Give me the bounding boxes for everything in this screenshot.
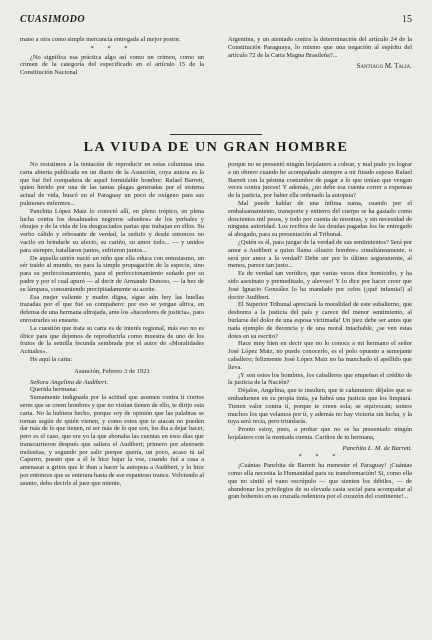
- section-separator: * * *: [90, 44, 134, 52]
- page: [20, 14, 412, 634]
- article-title: LA VIUDA DE UN GRAN HOMBRE: [83, 140, 349, 155]
- divider: [170, 134, 262, 135]
- top-article-continuation: [20, 36, 412, 150]
- paragraph: ¡Y son estos los hombres, los caballeros que empeñan el crédito de la justicia de la Nación?: [228, 371, 412, 387]
- main-right-column: [228, 161, 412, 501]
- letter-addressee: Señora Angelina de Audibert.: [30, 378, 109, 386]
- paragraph: Argentina, y un atentado contra la determinación del artículo 24 de la Constitución Paraguaya, lo mismo que una negación al espíritu del artículo 72 de la Carta Magna Brasileña?...: [228, 36, 412, 59]
- paragraph: He aquí la carta:: [30, 355, 73, 363]
- paragraph: ¿Quién es él, para juzgar de la verdad de sus sentimientos? Será por amor a Audibert a quien llama «ilustre hombre» simultáneamente, o será por amor a la verdad? Debe ser por lo último seguramente, al menos, parece tan justo...: [228, 238, 412, 270]
- top-right-column: [228, 36, 412, 71]
- main-left-column: [20, 161, 204, 488]
- paragraph: Déjalos, Angelina, que te insulten, que te calumnien: déjalos que se embadurnen en su propia tinta, ya habrá una justicia que los limpiará. Tienen valor contra tí, porque te creen sola; se equivocan; somos muchos los que velamos por tí, y además no hay victoria sin lucha, y la tuya será recia, pero triunfarás.: [228, 387, 412, 426]
- page-header: [20, 14, 412, 36]
- paragraph: porque no se presentó ningún hojalatero a cobrar, y mal pudo yo lograr a un obrero cuando he acompañado siempre a mi finado esposo Rafael Barrett con la pésima costumbre de pagar a lo que tenían que vengan veces contra jueces! Y además, ¿no debe esa cuenta correr a expensas de la justicia, por haber ella ordenado la autopsia?: [228, 161, 412, 200]
- paragraph: El Superior Tribunal apreciará la moralidad de este subalterno, que deshonra a la justicia del país y carece del menor sentimiento, al burlarse del dolor de una esposa víctimada! Un juez debe ser antes que nada ejemplo de decencia y de una moral intachable, ¿se ven estas dotes en su escrito?: [228, 301, 412, 340]
- paragraph: mano a otra como simple mercancía entregada al mejor postor.: [20, 36, 181, 43]
- paragraph: Hace muy bien en decir que no lo conoce a mi hermano el señor José López Maiz, no puede conocerlo, es el polo opuesto a semejante caballero; felizmente José López Maiz no ha manchado el apellido que lleva.: [228, 340, 412, 371]
- magazine-name: CUASIMODO: [20, 14, 86, 25]
- author-signature: Santiago M. Talia.: [356, 63, 412, 71]
- paragraph: La cuestión que trata su carta es de interés regional, más eso no es óbice para que dejemos de reproducirla como muestra de uno de los frutos de la semilla fecunda sembrada por el autor de «Moralidades Actuales».: [20, 324, 204, 356]
- paragraph: ¡Cuántas Panchita de Barrett ha menester el Paraguay! ¡Cuántas como ella necesita la Humanidad para su transformación! Si, como ella que no sintió el vano escrúpulo — que sienten los débiles, — de abandonar los privilegios de su elevada casta social para acompañar al gran bohemio en su cruzada redentora por el corazón del continente!...: [228, 462, 412, 501]
- paragraph: No resistimos a la tentación de reproducir en estas columnas una carta abierta publicada en un diario de la Asunción, cuya autora es la que fué fiel compañera de aquel formidable hombre: Rafael Barrett, quien herido por una de las tantas plagas generadas por el sistema actual de vida, buscó en el Paraguay un poco de oxígeno para sus pulmones enfermos...: [20, 161, 204, 207]
- letter-signature: Panchita L. M. de Barrett.: [342, 444, 412, 452]
- letter-dateline: Asunción, Febrero 3 de 1921: [74, 367, 150, 375]
- paragraph: ¿No significa esa práctica algo así como un crimen, como un crimen de la categoría del especificado en el artículo 15 de la Constitución Nacional: [20, 53, 204, 77]
- article-body: [20, 161, 412, 631]
- page-number: 15: [402, 14, 412, 25]
- letter-greeting: Querida hermana:: [30, 386, 78, 394]
- paragraph: Sumamente indignada por la actitud que asumen contra tí ciertos seres que se creen hombres y que no visitan tienen de ello, te dirijo esta carta. No la hubiera hecho, porque soy de opinión que las palabras se tornan según de quién vienen, y como estos que te atacan no pueden dar más de lo que tienen, ni ser más de lo que son, los iba a dejar hacer, pero es el caso, que era yo la que abonaba las cuentas en esos días que transcurrieron después que saliera el Audibert; primero por ahorrarte molestias, y segundo por salir porque quería, un poco, acaso tú tal Capurro, puesto que a él le hice bajar la voz, cuando fué a casa a amenazar a gritos que le iban a hacer la autopsia a Audibert, y lo hice por entonces que se enterara hasta de ese espantoso trance. Volviendo al asunto, debo decirle al juez que miente,: [20, 394, 204, 487]
- paragraph: Panchita López Maiz lo conoció allí, en pleno trópico, en plena lucha contra los desalmados negreros «dueños» de los yerbales y obrajes y de la vida de los desgraciados parias que trabajan en ellos. Su verbo cálido y rebosante de verdad, la seduJo y desde entonces no vacilo en brindarle su afecto, su cariño, su amor todo... — y unidos para siempre, batallaron juntos, sufrieron juntos...: [20, 207, 204, 254]
- paragraph: Esa mujer valiente y madre digna, sigue aún hoy las huellas trazadas por el que fué su compañero: por eso se yergue altiva, en defensa de una hermana ultrajada, ante los «hacedores de justicia», para enrostrarles su ensuete.: [20, 293, 204, 324]
- top-left-column: [20, 36, 204, 77]
- paragraph: Pronto estoy, pues, a probar que no se ha presentado ningún hojalatero con la mentada cuenta. Cariños de tu hermana,: [228, 426, 412, 441]
- paragraph: De aquella unión nació un niño que ella educa con entusiasmo, un sér traído al mundo, no para la simple propagación de la especie, sino para su perfeccionamiento, para el perfeccionamiento soñado por su padre y por el cual apuró — al decir de Armando Donoso, — la hez de su lámpara, consumiendo precipitadamente su aceite.: [20, 254, 204, 293]
- paragraph: Mal puede hablar de una ínfima suma, cuando por el embalsamamiento, transporte y entierro del cuerpo se ha gastado como doscientos mil pesos, y todo por cuenta de nosotras, y sin necesidad de ninguna autoridad. Los recibos de las deudas pagadas los he entregado al abogado, para su presentación al Tribunal.: [228, 199, 412, 239]
- section-separator: * * *: [298, 453, 342, 461]
- paragraph: Es de verdad tan verídico, que varias veces dice homicidio, y ha sido asesinato y premeditado, y alevoso! Y lo dice por hacer creer que José Ignacio González lo ha mandado por celos (¡qué infamia!) al doctor Audibert.: [228, 270, 412, 301]
